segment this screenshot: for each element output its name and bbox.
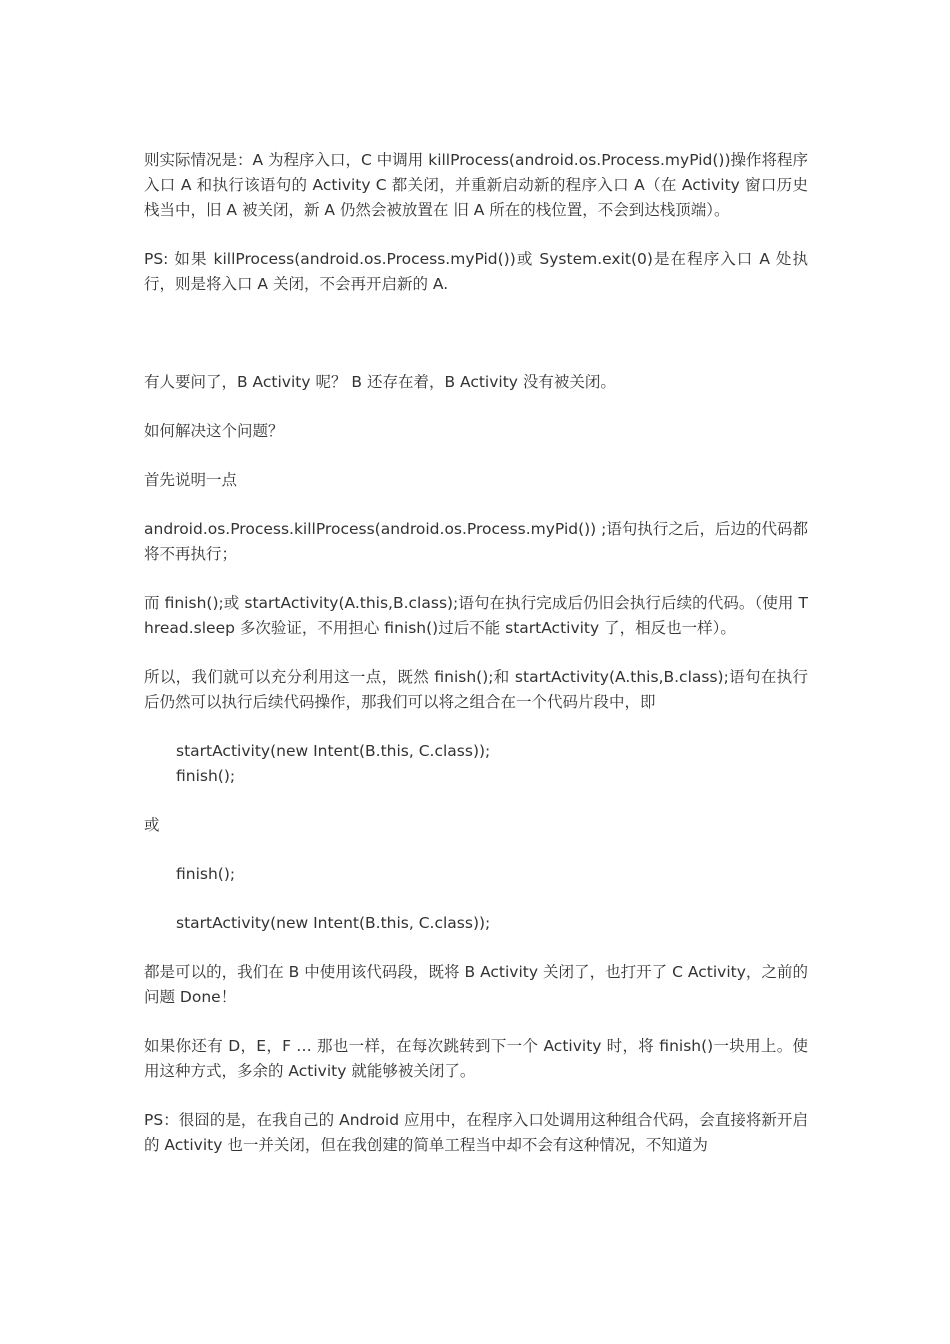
paragraph-finish-behavior: 而 finish();或 startActivity(A.this,B.class);语句在执行完成后仍旧会执行后续的代码。（使用 Thread.sleep 多次验证，不用担心 finish()过后不能 startActivity 了，相反也一样）。 <box>144 594 808 637</box>
document-page <box>144 148 808 1182</box>
paragraph-killprocess-behavior: android.os.Process.killProcess(android.os.Process.myPid()) ;语句执行之后，后边的代码都将不再执行； <box>144 520 808 563</box>
paragraph-how-to-solve: 如何解决这个问题？ <box>144 422 284 440</box>
paragraph-combine-code: 所以，我们就可以充分利用这一点，既然 finish();和 startActivity(A.this,B.class);语句在执行后仍然可以执行后续代码操作，那我们可以将之组合在一个代码片段中，即 <box>144 668 808 711</box>
paragraph-ps-issue: PS：很囧的是，在我自己的 Android 应用中，在程序入口处调用这种组合代码，会直接将新开启的 Activity 也一并关闭，但在我创建的简单工程当中却不会有这种情况，不知道为 <box>144 1111 808 1154</box>
code-line: startActivity(new Intent(B.this, C.class)); <box>176 914 491 932</box>
paragraph-more-activities: 如果你还有 D，E，F … 那也一样，在每次跳转到下一个 Activity 时，将 finish()一块用上。使用这种方式，多余的 Activity 就能够被关闭了。 <box>144 1037 808 1080</box>
code-snippet-2-part-2 <box>144 911 808 936</box>
paragraph-done: 都是可以的，我们在 B 中使用该代码段，既将 B Activity 关闭了，也打开了 C Activity，之前的问题 Done！ <box>144 963 808 1006</box>
paragraph-question-b: 有人要问了，B Activity 呢？ B 还存在着，B Activity 没有被关闭。 <box>144 373 616 391</box>
paragraph-or: 或 <box>144 816 160 834</box>
code-line: finish(); <box>176 865 236 883</box>
code-snippet-1 <box>144 739 808 789</box>
paragraph-first-point: 首先说明一点 <box>144 471 238 489</box>
code-snippet-2-part-1 <box>144 862 808 887</box>
code-line: finish(); <box>176 767 236 785</box>
paragraph-actual-situation: 则实际情况是：A 为程序入口，C 中调用 killProcess(android.os.Process.myPid())操作将程序入口 A 和执行该语句的 Activity C 都关闭，并重新启动新的程序入口 A（在 Activity 窗口历史栈当中，旧 A 被关闭，新 A 仍然会被放置在 旧 A 所在的栈位置，不会到达栈顶端）。 <box>144 151 808 219</box>
blank-spacer <box>144 321 808 370</box>
paragraph-ps-note: PS: 如果 killProcess(android.os.Process.myPid())或 System.exit(0)是在程序入口 A 处执行，则是将入口 A 关闭，不会再开启新的 A. <box>144 250 808 293</box>
code-line: startActivity(new Intent(B.this, C.class)); <box>176 742 491 760</box>
